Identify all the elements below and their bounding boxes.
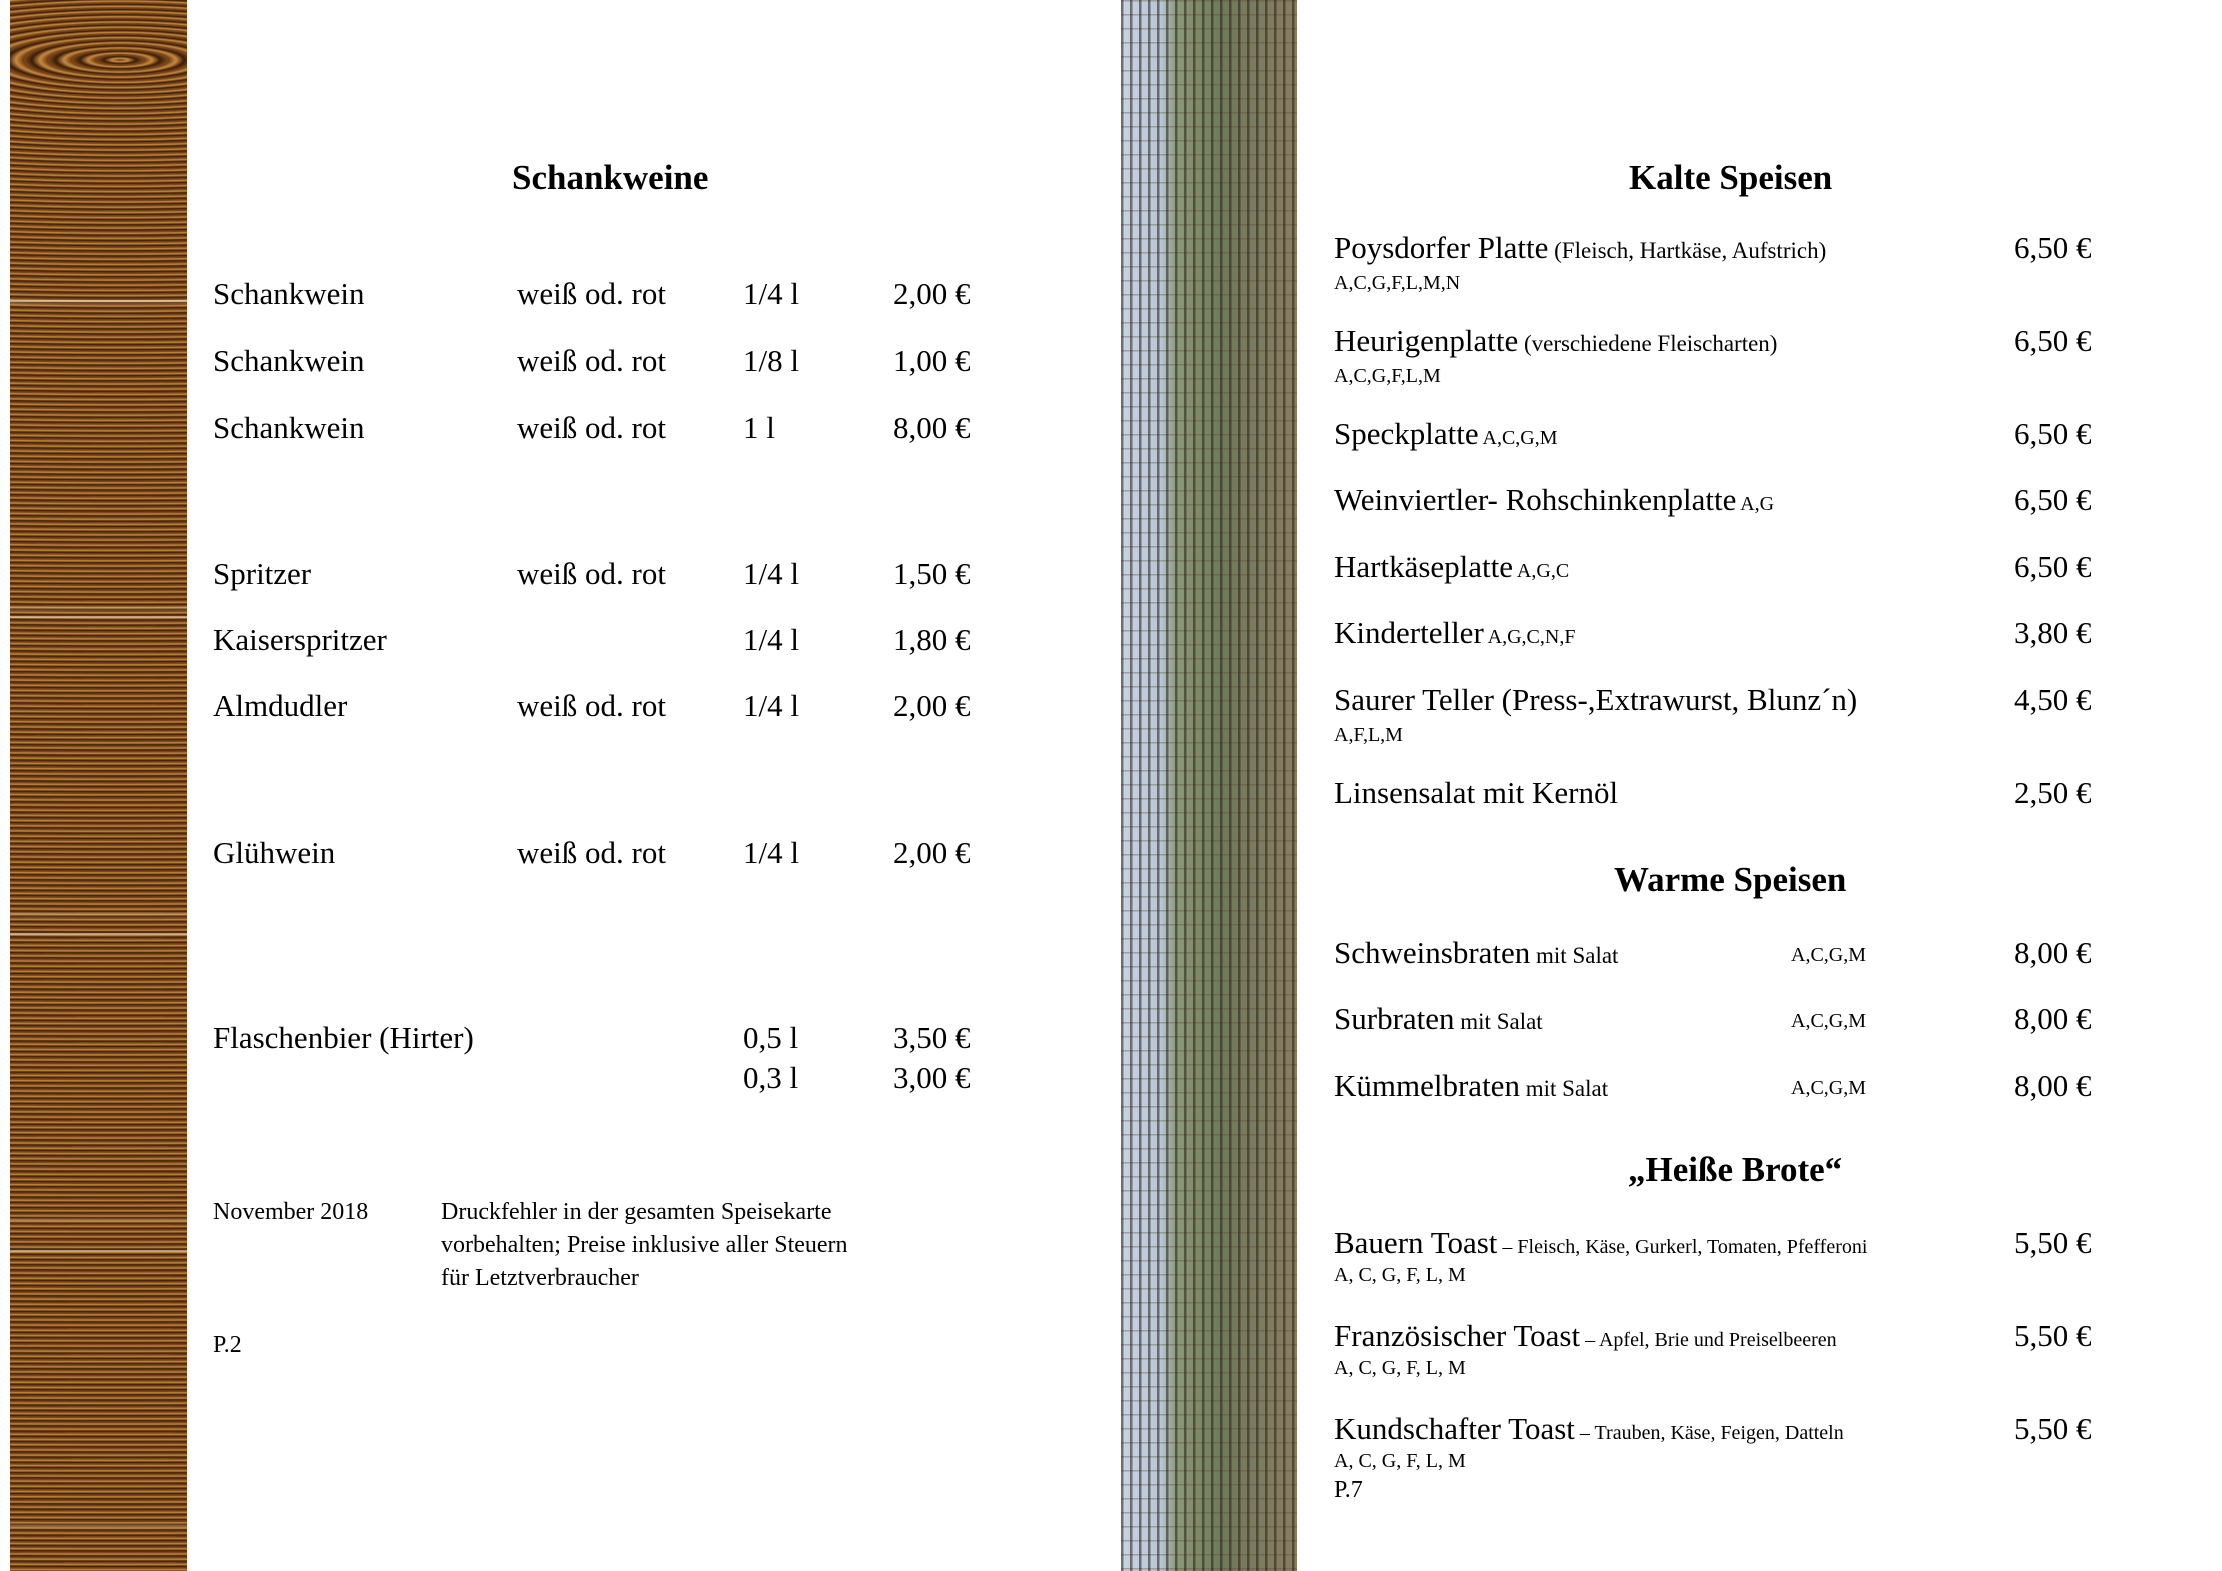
item-detail: – Trauben, Käse, Feigen, Datteln (1574, 1422, 1844, 1444)
item-qty: 1/4 l (743, 276, 799, 311)
item-detail: (verschiedene Fleischarten) (1518, 331, 1778, 356)
allergen-codes: A,F,L,M (1334, 724, 1403, 746)
item-name: Bauern Toast (1334, 1225, 1498, 1260)
strip-seam (10, 933, 187, 935)
item-qty: 1 l (743, 410, 775, 445)
item-name: Kümmelbraten (1334, 1068, 1520, 1103)
item-name: Schankwein (213, 410, 365, 445)
item-price: 5,50 € (2014, 1318, 2092, 1353)
left-page-title: Schankweine (512, 158, 709, 197)
item-name: Schweinsbraten (1334, 935, 1531, 970)
item-price: 3,00 € (893, 1060, 971, 1095)
item-qty: 1/4 l (743, 835, 799, 870)
item-qty: 0,3 l (743, 1060, 799, 1095)
menu-date: November 2018 (213, 1199, 369, 1225)
item-detail: – Fleisch, Käse, Gurkerl, Tomaten, Pfefferoni (1497, 1236, 1868, 1258)
item-price: 1,50 € (893, 556, 971, 591)
item-price: 6,50 € (2014, 416, 2092, 451)
item-price: 8,00 € (2014, 935, 2092, 970)
item-price: 8,00 € (2014, 1001, 2092, 1036)
item-name: Hartkäseplatte (1334, 549, 1514, 584)
item-qty: 0,5 l (743, 1020, 799, 1055)
item-detail: A,G,C,N,F (1483, 626, 1576, 648)
item-name: Flaschenbier (Hirter) (213, 1020, 474, 1055)
strip-seam (10, 300, 187, 302)
item-name: Linsensalat mit Kernöl (1334, 775, 1619, 810)
item-name: Surbraten (1334, 1001, 1455, 1036)
item-price: 2,00 € (893, 276, 971, 311)
allergen-codes: A,C,G,M (1791, 1010, 1867, 1032)
item-name: Poysdorfer Platte (1334, 230, 1549, 265)
item-price: 3,80 € (2014, 615, 2092, 650)
item-detail: mit Salat (1519, 1076, 1609, 1101)
disclaimer-line: Druckfehler in der gesamten Speisekarte (441, 1199, 832, 1225)
item-price: 2,00 € (893, 688, 971, 723)
item-price: 4,50 € (2014, 682, 2092, 717)
item-name: Schankwein (213, 276, 365, 311)
item-price: 2,00 € (893, 835, 971, 870)
item-price: 3,50 € (893, 1020, 971, 1055)
item-desc: weiß od. rot (517, 835, 666, 870)
page-number: P.7 (1334, 1477, 1363, 1503)
item-detail: mit Salat (1530, 943, 1619, 968)
section-title-warme: Warme Speisen (1614, 860, 1847, 899)
item-price: 6,50 € (2014, 323, 2092, 358)
section-title-kalte: Kalte Speisen (1629, 158, 1833, 197)
item-detail: A,G,C (1513, 560, 1570, 582)
item-detail: – Apfel, Brie und Preiselbeeren (1580, 1329, 1837, 1351)
item-name: Saurer Teller (Press-,Extrawurst, Blunz´n) (1334, 682, 1858, 717)
item-name: Kinderteller (1334, 615, 1484, 650)
item-price: 6,50 € (2014, 549, 2092, 584)
wine-barrel-image-strip (10, 0, 187, 1571)
item-name: Weinviertler- Rohschinkenplatte (1334, 482, 1737, 517)
allergen-codes: A, C, G, F, L, M (1334, 1357, 1466, 1379)
item-qty: 1/4 l (743, 556, 799, 591)
strip-seam (10, 1250, 187, 1252)
item-desc: weiß od. rot (517, 688, 666, 723)
item-qty: 1/8 l (743, 343, 799, 378)
item-name: Kaiserspritzer (213, 622, 387, 657)
item-price: 8,00 € (893, 410, 971, 445)
item-price: 8,00 € (2014, 1068, 2092, 1103)
item-name: Kundschafter Toast (1334, 1411, 1575, 1446)
item-price: 6,50 € (2014, 482, 2092, 517)
item-name: Französischer Toast (1334, 1318, 1581, 1353)
item-desc: weiß od. rot (517, 410, 666, 445)
item-name: Heurigenplatte (1334, 323, 1519, 358)
item-detail: A,C,G,M (1478, 427, 1558, 449)
item-desc: weiß od. rot (517, 343, 666, 378)
disclaimer-line: vorbehalten; Preise inklusive aller Steuern (441, 1232, 848, 1258)
allergen-codes: A, C, G, F, L, M (1334, 1264, 1466, 1286)
item-name: Glühwein (213, 835, 336, 870)
item-detail: mit Salat (1454, 1009, 1543, 1034)
allergen-codes: A,C,G,F,L,M,N (1334, 272, 1461, 294)
item-price: 1,80 € (893, 622, 971, 657)
page-number: P.2 (213, 1332, 242, 1358)
item-name: Spritzer (213, 556, 312, 591)
strip-seam (10, 616, 187, 618)
allergen-codes: A,C,G,M (1791, 944, 1867, 966)
item-detail: A,G (1736, 493, 1775, 515)
item-name: Almdudler (213, 688, 348, 723)
allergen-codes: A,C,G,F,L,M (1334, 365, 1441, 387)
vineyard-image-strip (1121, 0, 1297, 1571)
disclaimer-line: für Letztverbraucher (441, 1265, 639, 1291)
item-qty: 1/4 l (743, 688, 799, 723)
allergen-codes: A, C, G, F, L, M (1334, 1450, 1466, 1472)
item-desc: weiß od. rot (517, 556, 666, 591)
item-price: 2,50 € (2014, 775, 2092, 810)
item-qty: 1/4 l (743, 622, 799, 657)
item-price: 1,00 € (893, 343, 971, 378)
item-price: 6,50 € (2014, 230, 2092, 265)
section-title-brote: „Heiße Brote“ (1628, 1150, 1843, 1189)
item-price: 5,50 € (2014, 1411, 2092, 1446)
item-name: Schankwein (213, 343, 365, 378)
item-price: 5,50 € (2014, 1225, 2092, 1260)
allergen-codes: A,C,G,M (1791, 1077, 1867, 1099)
item-detail: (Fleisch, Hartkäse, Aufstrich) (1548, 238, 1827, 263)
item-desc: weiß od. rot (517, 276, 666, 311)
item-name: Speckplatte (1334, 416, 1479, 451)
